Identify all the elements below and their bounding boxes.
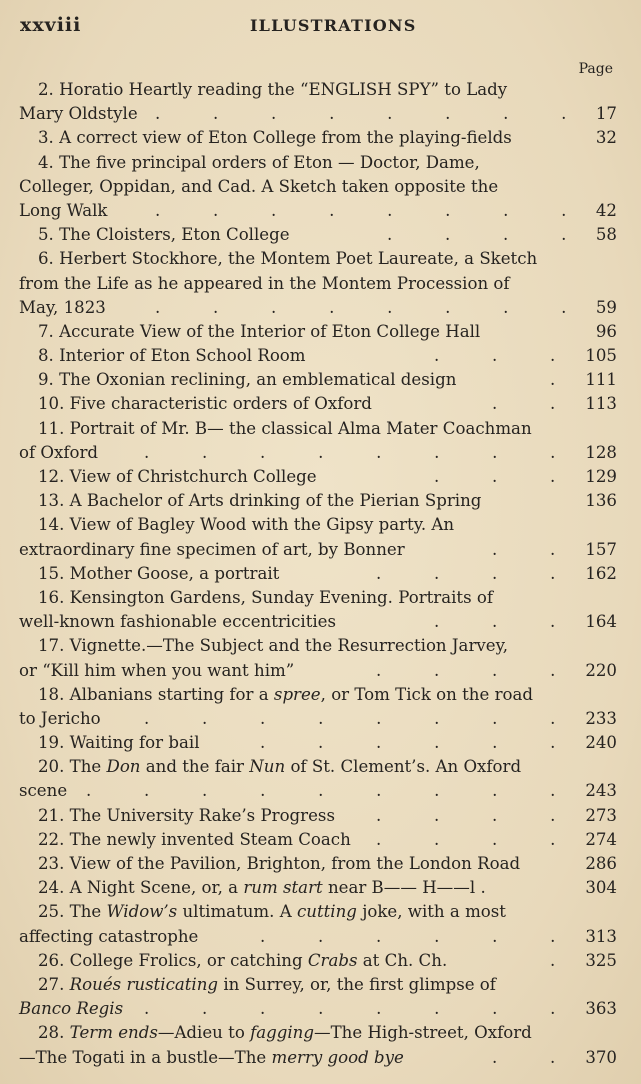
entry-text: to Jericho bbox=[19, 708, 101, 728]
text-part: 28. bbox=[38, 1023, 70, 1043]
page-number: 274 bbox=[585, 829, 617, 849]
leader-dots: . . . . . . . . bbox=[144, 442, 556, 462]
entry-first-line bbox=[19, 731, 617, 755]
entry-first-line bbox=[19, 755, 617, 779]
entry-continuation-line bbox=[19, 102, 617, 126]
entry-text: Mary Oldstyle bbox=[19, 104, 138, 124]
page-number: 325 bbox=[585, 950, 617, 970]
entry-first-line bbox=[19, 465, 617, 489]
entry-text bbox=[38, 683, 533, 707]
page-number: 286 bbox=[585, 854, 617, 873]
page-number: 220 bbox=[585, 660, 617, 680]
italic-text: Nun bbox=[249, 757, 286, 777]
entry-continuation-line bbox=[19, 997, 617, 1021]
entry-text: 10. Five characteristic orders of Oxford bbox=[38, 394, 372, 414]
entry-text: 17. Vignette.—The Subject and the Resurrection Jarvey, bbox=[38, 636, 509, 656]
leader-dots: . . . . bbox=[376, 660, 556, 680]
page-number: 42 bbox=[595, 200, 617, 220]
leader-dots: . . . . . . . . bbox=[155, 104, 567, 124]
leader-dots: . . bbox=[492, 394, 556, 414]
entry-text: 4. The five principal orders of Eton — Doctor, Dame, bbox=[38, 152, 480, 172]
entry-text: 13. A Bachelor of Arts drinking of the Pierian Spring bbox=[38, 491, 482, 511]
entry-continuation-line bbox=[19, 538, 617, 562]
entry-text bbox=[38, 973, 496, 997]
page-number: 164 bbox=[585, 612, 617, 632]
text-part: near B—— H——l . bbox=[322, 878, 486, 898]
italic-text: merry good bye bbox=[271, 1047, 404, 1067]
entry-continuation-line bbox=[19, 175, 617, 199]
entry-first-line bbox=[19, 852, 617, 876]
entry-text: Colleger, Oppidan, and Cad. A Sketch taken opposite the bbox=[19, 176, 499, 196]
text-part: and the fair bbox=[140, 757, 250, 777]
entry-text: 3. A correct view of Eton College from the playing-fields bbox=[38, 128, 512, 148]
italic-text: fagging bbox=[250, 1023, 314, 1043]
entry-text: scene bbox=[19, 781, 68, 801]
text-part: , or Tom Tick on the road bbox=[320, 684, 534, 704]
italic-text: spree bbox=[273, 684, 321, 704]
entry-text: 21. The University Rake’s Progress bbox=[38, 805, 335, 825]
leader-dots: . . . . . . . . bbox=[155, 200, 567, 220]
leader-dots: . . . . bbox=[376, 805, 556, 825]
entry-text: 6. Herbert Stockhore, the Montem Poet Laureate, a Sketch bbox=[38, 249, 538, 269]
entry-first-line bbox=[19, 368, 617, 392]
page-number: 273 bbox=[585, 805, 617, 825]
entry-text: 8. Interior of Eton School Room bbox=[38, 346, 306, 366]
text-part: 24. A Night Scene, or, a bbox=[38, 878, 244, 898]
entry-text: well-known fashionable eccentricities bbox=[19, 612, 337, 632]
page-number: 240 bbox=[585, 733, 617, 753]
page-number: 113 bbox=[585, 394, 617, 414]
page-header bbox=[20, 14, 625, 40]
page-number: 17 bbox=[595, 104, 617, 124]
leader-dots: . . . . . . bbox=[260, 926, 556, 946]
entry-first-line bbox=[19, 1021, 617, 1045]
entry-first-line bbox=[19, 683, 617, 707]
leader-dots: . . . . . . bbox=[260, 733, 556, 753]
page-number: 111 bbox=[585, 370, 617, 390]
entry-first-line bbox=[19, 247, 617, 271]
italic-text: Banco Regis bbox=[19, 999, 124, 1019]
entry-first-line bbox=[19, 634, 617, 658]
text-part: joke, with a most bbox=[356, 902, 506, 922]
page-number: 157 bbox=[585, 539, 617, 559]
leader-dots: . . . . . . . . bbox=[155, 297, 567, 317]
entry-text bbox=[38, 949, 447, 973]
entry-first-line bbox=[19, 828, 617, 852]
entry-continuation-line bbox=[19, 610, 617, 634]
entry-text: May, 1823 bbox=[19, 297, 106, 317]
entry-first-line bbox=[19, 392, 617, 416]
text-part: ultimatum. A bbox=[177, 902, 297, 922]
entry-text: 7. Accurate View of the Interior of Eton College Hall bbox=[38, 321, 481, 341]
entry-text: 2. Horatio Heartly reading the “ENGLISH SPY” to Lady bbox=[38, 80, 508, 99]
entry-first-line bbox=[19, 223, 617, 247]
entry-text bbox=[19, 1046, 404, 1070]
page-number: 162 bbox=[585, 563, 617, 583]
entry-text: 12. View of Christchurch College bbox=[38, 467, 317, 486]
entry-continuation-line bbox=[19, 199, 617, 223]
entry-first-line bbox=[19, 586, 617, 610]
illustrations-list bbox=[19, 78, 617, 1070]
entry-first-line bbox=[19, 344, 617, 368]
text-part: of St. Clement’s. An Oxford bbox=[285, 757, 522, 777]
entry-continuation-line bbox=[19, 296, 617, 320]
entry-first-line bbox=[19, 126, 617, 150]
page-number: 105 bbox=[585, 346, 617, 366]
entry-text bbox=[38, 876, 486, 900]
text-part: 25. The bbox=[38, 902, 107, 922]
leader-dots: . . . . bbox=[376, 563, 556, 583]
leader-dots: . . . bbox=[434, 467, 556, 486]
entry-first-line bbox=[19, 513, 617, 537]
page-number: 243 bbox=[585, 781, 617, 801]
entry-continuation-line bbox=[19, 441, 617, 465]
page-number: 32 bbox=[595, 128, 617, 148]
entry-first-line bbox=[19, 489, 617, 513]
page-number: 304 bbox=[585, 878, 617, 898]
text-part: —Adieu to bbox=[157, 1023, 251, 1043]
leader-dots: . . bbox=[492, 539, 556, 559]
page-column-label: Page bbox=[578, 61, 613, 77]
entry-first-line bbox=[19, 417, 617, 441]
entry-text: or “Kill him when you want him” bbox=[19, 660, 295, 680]
entry-text: 22. The newly invented Steam Coach bbox=[38, 829, 351, 849]
entry-first-line bbox=[19, 151, 617, 175]
entry-text bbox=[38, 755, 521, 779]
text-part: in Surrey, or, the first glimpse of bbox=[218, 974, 496, 994]
italic-text: Roués rusticating bbox=[69, 974, 219, 994]
text-part: —The High-street, Oxford bbox=[314, 1023, 532, 1043]
italic-text: rum start bbox=[243, 878, 323, 898]
entry-text: 16. Kensington Gardens, Sunday Evening. Portraits of bbox=[38, 587, 494, 607]
page-number: 58 bbox=[595, 225, 617, 245]
page-number: 370 bbox=[585, 1047, 617, 1067]
text-part: 18. Albanians starting for a bbox=[38, 684, 274, 704]
leader-dots: . . . . . . . . . bbox=[86, 781, 556, 801]
leader-dots: . . . . . . . . bbox=[144, 999, 556, 1019]
entry-continuation-line bbox=[19, 1046, 617, 1070]
entry-text: 9. The Oxonian reclining, an emblematical design bbox=[38, 370, 457, 390]
leader-dots: . . . . bbox=[376, 829, 556, 849]
entry-text bbox=[19, 997, 123, 1021]
text-part: 27. bbox=[38, 974, 70, 994]
entry-first-line bbox=[19, 78, 617, 102]
entry-text: affecting catastrophe bbox=[19, 926, 199, 946]
entry-text: 23. View of the Pavilion, Brighton, from the London Road bbox=[38, 854, 521, 873]
italic-text: Term ends bbox=[69, 1023, 158, 1043]
entry-text: 14. View of Bagley Wood with the Gipsy party. An bbox=[38, 515, 455, 535]
page-number: 233 bbox=[585, 708, 617, 728]
italic-text: Don bbox=[106, 757, 141, 777]
italic-text: Widow’s bbox=[106, 902, 178, 922]
leader-dots: . . . bbox=[434, 346, 556, 366]
italic-text: cutting bbox=[296, 902, 357, 922]
entry-text: of Oxford bbox=[19, 442, 99, 462]
entry-text: 5. The Cloisters, Eton College bbox=[38, 225, 290, 245]
page-number: 128 bbox=[585, 442, 617, 462]
leader-dots: . . . . bbox=[387, 225, 567, 245]
page-number: 59 bbox=[595, 297, 617, 317]
entry-first-line bbox=[19, 320, 617, 344]
entry-text: 15. Mother Goose, a portrait bbox=[38, 563, 280, 583]
leader-dots: . . . . . . . . bbox=[144, 708, 556, 728]
leader-dots: . bbox=[550, 370, 556, 390]
text-part: —The Togati in a bustle—The bbox=[19, 1047, 272, 1067]
page-number: 363 bbox=[585, 999, 617, 1019]
page-number: 96 bbox=[595, 321, 617, 341]
entry-first-line bbox=[19, 562, 617, 586]
page-number: 136 bbox=[585, 491, 617, 511]
entry-continuation-line bbox=[19, 659, 617, 683]
entry-text: 11. Portrait of Mr. B— the classical Alma Mater Coachman bbox=[38, 418, 532, 438]
entry-text: from the Life as he appeared in the Montem Procession of bbox=[19, 273, 510, 293]
entry-continuation-line bbox=[19, 272, 617, 296]
italic-text: Crabs bbox=[307, 950, 358, 970]
entry-text bbox=[38, 1021, 532, 1045]
entry-first-line bbox=[19, 900, 617, 924]
leader-dots: . . bbox=[492, 1047, 556, 1067]
text-part: at Ch. Ch. bbox=[357, 950, 448, 970]
text-part: 26. College Frolics, or catching bbox=[38, 950, 308, 970]
entry-first-line bbox=[19, 973, 617, 997]
entry-text: 19. Waiting for bail bbox=[38, 733, 200, 753]
entry-first-line bbox=[19, 876, 617, 900]
leader-dots: . bbox=[550, 950, 556, 970]
text-part: 20. The bbox=[38, 757, 107, 777]
entry-continuation-line bbox=[19, 707, 617, 731]
page-folio: xxviii bbox=[20, 14, 82, 36]
entry-first-line bbox=[19, 804, 617, 828]
entry-text bbox=[38, 900, 506, 924]
page-number: 313 bbox=[585, 926, 617, 946]
entry-first-line bbox=[19, 949, 617, 973]
entry-text: Long Walk bbox=[19, 200, 108, 220]
running-title: ILLUSTRATIONS bbox=[250, 16, 417, 35]
entry-text: extraordinary fine specimen of art, by Bonner bbox=[19, 539, 405, 559]
leader-dots: . . . bbox=[434, 612, 556, 632]
page-number: 129 bbox=[585, 467, 617, 486]
entry-continuation-line bbox=[19, 779, 617, 803]
entry-continuation-line bbox=[19, 925, 617, 949]
